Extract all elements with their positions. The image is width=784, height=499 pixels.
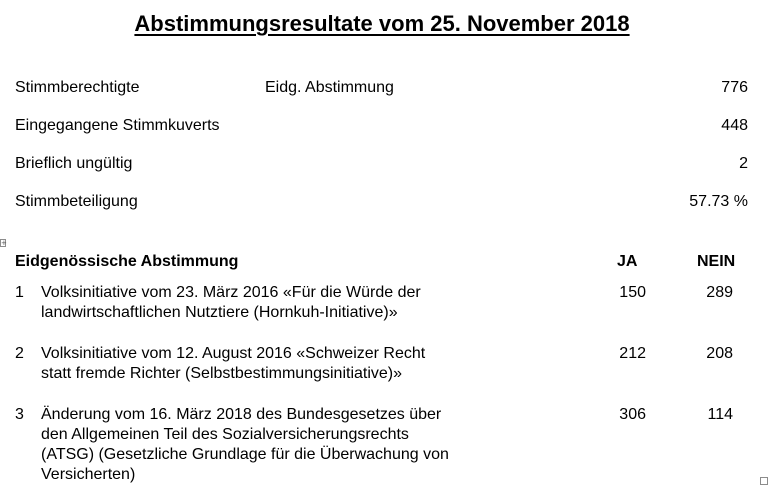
stat-row-stimmbeteiligung — [0, 193, 784, 215]
item-nein-count: 114 — [707, 406, 733, 423]
stat-value: 57.73 % — [689, 193, 748, 210]
stat-value: 448 — [721, 117, 748, 134]
column-header-ja: JA — [617, 253, 638, 270]
stat-sublabel: Eidg. Abstimmung — [265, 79, 394, 96]
page-title: Abstimmungsresultate vom 25. November 2018 — [134, 11, 630, 36]
item-text-line: (ATSG) (Gesetzliche Grundlage für die Überwachung von — [41, 446, 449, 463]
stat-row-stimmberechtigte — [0, 79, 784, 101]
stat-label: Stimmbeteiligung — [15, 193, 138, 210]
section-title: Eidgenössische Abstimmung — [15, 253, 239, 270]
item-number: 1 — [15, 284, 24, 301]
item-nein-count: 289 — [706, 284, 733, 301]
stat-value: 2 — [739, 155, 748, 172]
item-text-line: Versicherten) — [41, 466, 136, 483]
stat-label: Brieflich ungültig — [15, 155, 133, 172]
item-text-line: den Allgemeinen Teil des Sozialversicherungsrechts — [41, 426, 409, 443]
item-ja-count: 306 — [619, 406, 646, 423]
item-text-line: Volksinitiative vom 23. März 2016 «Für die Würde der — [41, 284, 421, 301]
item-text-line: statt fremde Richter (Selbstbestimmungsinitiative)» — [41, 365, 403, 382]
column-header-nein: NEIN — [697, 253, 736, 270]
item-text-line: Änderung vom 16. März 2018 des Bundesgesetzes über — [41, 406, 442, 423]
item-text-line: landwirtschaftlichen Nutztiere (Hornkuh-Initiative)» — [41, 304, 398, 321]
item-nein-count: 208 — [706, 345, 733, 362]
item-text-line: Volksinitiative vom 12. August 2016 «Schweizer Recht — [41, 345, 426, 362]
stat-label: Eingegangene Stimmkuverts — [15, 117, 220, 134]
item-description — [41, 405, 511, 485]
item-ja-count: 212 — [619, 345, 646, 362]
stat-value: 776 — [721, 79, 748, 96]
item-description — [41, 344, 511, 384]
stat-row-brieflich-ungueltig — [0, 155, 784, 177]
table-anchor-icon[interactable]: + — [1, 239, 7, 247]
stat-row-stimmkuverts — [0, 117, 784, 139]
stat-label: Stimmberechtigte — [15, 79, 140, 96]
item-ja-count: 150 — [619, 284, 646, 301]
item-number: 2 — [15, 345, 24, 362]
item-number: 3 — [15, 406, 24, 423]
table-resize-handle[interactable] — [760, 477, 768, 485]
item-description — [41, 283, 511, 323]
